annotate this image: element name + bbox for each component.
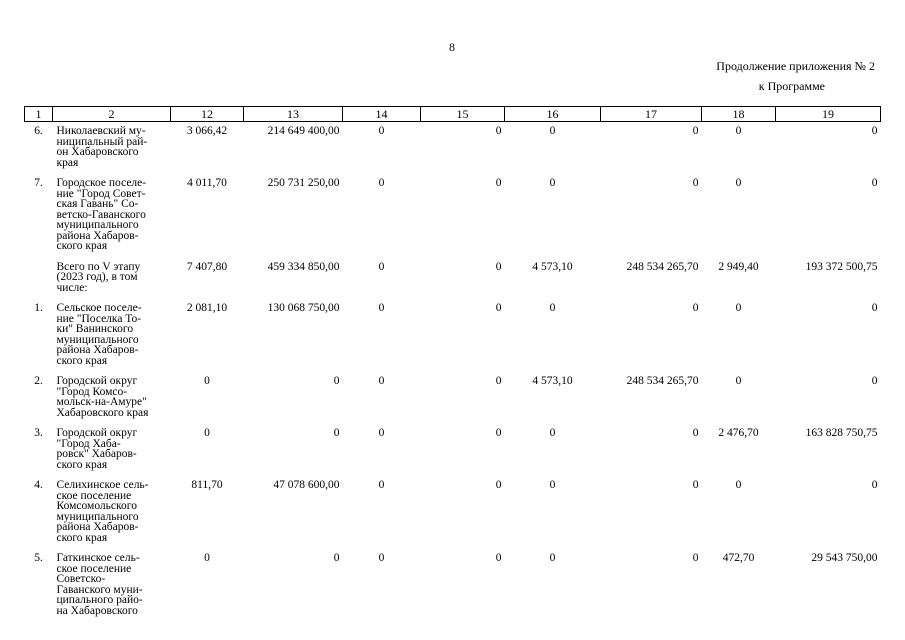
cell-col19: 0 — [871, 302, 878, 314]
header-cell: 15 — [421, 107, 505, 122]
cell-col13: 214 649 400,00 — [267, 125, 340, 137]
cell-col19: 0 — [871, 177, 878, 189]
cell-col13: 47 078 600,00 — [273, 479, 340, 491]
cell-col14: 0 — [378, 177, 385, 189]
row-number: 4. — [34, 479, 43, 491]
cell-col19: 0 — [871, 375, 878, 387]
cell-col18: 0 — [735, 302, 742, 314]
cell-col15: 0 — [495, 125, 502, 137]
row-number: 2. — [34, 375, 43, 387]
cell-col17: 0 — [692, 427, 699, 439]
cell-col12: 0 — [204, 552, 210, 564]
header-row — [25, 107, 881, 122]
cell-col14: 0 — [378, 302, 385, 314]
cell-col12: 0 — [204, 375, 210, 387]
cell-col15: 0 — [495, 302, 502, 314]
row-number: 3. — [34, 427, 43, 439]
cell-col16: 4 573,10 — [532, 375, 573, 387]
table-row — [25, 174, 881, 258]
cell-col18: 0 — [735, 177, 742, 189]
table-body — [25, 122, 881, 623]
row-name: Николаевский му- ниципальный рай- он Хабаровского края — [56, 125, 148, 169]
cell-col13: 0 — [333, 427, 340, 439]
cell-col12: 0 — [204, 427, 210, 439]
cell-col14: 0 — [378, 479, 385, 491]
table-row — [25, 372, 881, 424]
cell-col13: 250 731 250,00 — [267, 177, 340, 189]
row-name: Городской округ "Город Хаба- ровск" Хабаров- ского края — [56, 427, 138, 471]
row-number: 7. — [34, 177, 43, 189]
row-name: Городской округ "Город Комсо- мольск-на-Амуре" Хабаровского края — [56, 375, 149, 419]
cell-col16: 0 — [549, 177, 556, 189]
cell-col17: 0 — [692, 552, 699, 564]
cell-col13: 459 334 850,00 — [267, 260, 340, 273]
header-cell: 12 — [171, 107, 244, 122]
continuation-title: Продолжение приложения № 2 — [716, 59, 875, 73]
cell-col13: 0 — [333, 552, 340, 564]
row-number: 6. — [34, 125, 43, 137]
row-number — [25, 258, 53, 300]
row-name: Всего по V этапу (2023 год), в том числе: — [56, 260, 141, 294]
cell-col12: 3 066,42 — [186, 125, 228, 137]
cell-col13: 0 — [333, 375, 340, 387]
cell-col14: 0 — [378, 552, 385, 564]
cell-col19: 193 372 500,75 — [805, 260, 878, 273]
header-cell: 17 — [601, 107, 702, 122]
row-number: 5. — [34, 552, 43, 564]
cell-col18: 0 — [735, 479, 742, 491]
table-row — [25, 424, 881, 476]
row-name: Гаткинское сель- ское поселение Советско- Гаванского муни- ципального райо- на Хабаровского — [56, 552, 143, 617]
cell-col18: 2 949,40 — [718, 260, 759, 273]
table-row — [25, 549, 881, 622]
cell-col18: 2 476,70 — [718, 427, 759, 439]
cell-col18: 0 — [735, 375, 742, 387]
header-cell: 13 — [244, 107, 343, 122]
header-cell: 14 — [343, 107, 421, 122]
cell-col17: 0 — [692, 479, 699, 491]
row-name: Селихинское сель- ское поселение Комсомольского муниципального района Хабаров- ского края — [56, 479, 149, 544]
table-row — [25, 258, 881, 300]
cell-col16: 0 — [549, 479, 556, 491]
table-row — [25, 122, 881, 175]
header-cell: 16 — [505, 107, 601, 122]
cell-col14: 0 — [378, 427, 385, 439]
continuation-subtitle: к Программе — [758, 79, 825, 93]
cell-col14: 0 — [378, 260, 385, 273]
table-row — [25, 476, 881, 549]
cell-col14: 0 — [378, 125, 385, 137]
cell-col16: 0 — [549, 125, 556, 137]
row-name: Сельское поселе- ние "Поселка То- ки" Ванинского муниципального района Хабаров- ского края — [56, 302, 142, 367]
header-cell: 18 — [702, 107, 776, 122]
row-name: Городское поселе- ние "Город Совет- ская Гавань" Со- ветско-Гаванского муниципального района Хабаров- ского края — [56, 177, 147, 252]
cell-col16: 0 — [549, 552, 556, 564]
cell-col17: 0 — [692, 177, 699, 189]
cell-col12: 4 011,70 — [187, 177, 227, 189]
cell-col18: 472,70 — [722, 552, 755, 564]
cell-col15: 0 — [495, 479, 502, 491]
cell-col19: 29 543 750,00 — [811, 552, 878, 564]
cell-col13: 130 068 750,00 — [267, 302, 340, 314]
cell-col15: 0 — [495, 375, 502, 387]
cell-col16: 4 573,10 — [532, 260, 573, 273]
cell-col17: 248 534 265,70 — [626, 260, 699, 273]
cell-col19: 0 — [871, 479, 878, 491]
header-cell: 19 — [776, 107, 881, 122]
data-table — [24, 106, 881, 622]
cell-col16: 0 — [549, 427, 556, 439]
table-row — [25, 299, 881, 372]
cell-col14: 0 — [378, 375, 385, 387]
cell-col15: 0 — [495, 552, 502, 564]
cell-col19: 163 828 750,75 — [805, 427, 878, 439]
page-number: 8 — [449, 40, 455, 54]
cell-col17: 248 534 265,70 — [626, 375, 699, 387]
cell-col12: 811,70 — [191, 479, 223, 491]
cell-col17: 0 — [692, 302, 699, 314]
cell-col19: 0 — [871, 125, 878, 137]
cell-col15: 0 — [495, 427, 502, 439]
cell-col18: 0 — [735, 125, 742, 137]
cell-col12: 2 081,10 — [186, 302, 228, 314]
cell-col15: 0 — [495, 260, 502, 273]
cell-col16: 0 — [549, 302, 556, 314]
header-cell: 1 — [25, 107, 53, 122]
row-number: 1. — [34, 302, 43, 314]
cell-col12: 7 407,80 — [186, 260, 228, 273]
cell-col15: 0 — [495, 177, 502, 189]
header-cell: 2 — [53, 107, 171, 122]
cell-col17: 0 — [692, 125, 699, 137]
